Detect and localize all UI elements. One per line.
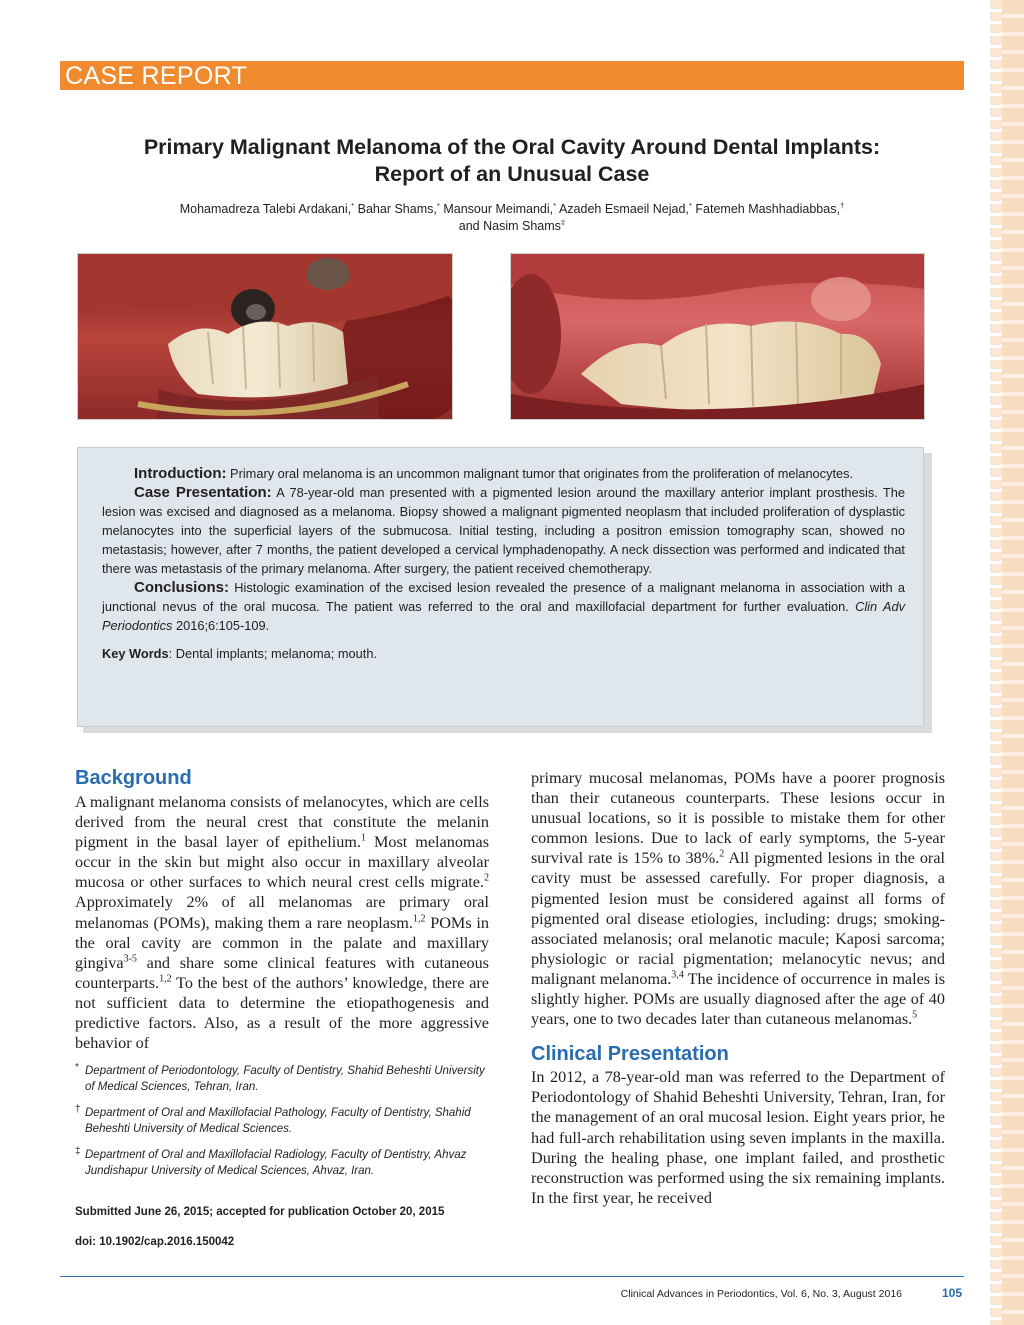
author-affil-mark: *: [553, 200, 557, 210]
reference-mark: 3-5: [123, 953, 137, 965]
abstract-heading: Conclusions:: [134, 579, 230, 596]
body-text: The incidence of occurrence in males is slightly higher. POMs are usually diagnosed after the age of 40 years, one to two decades later than cutaneous melanomas.: [531, 969, 945, 1029]
abstract-introduction: [102, 464, 905, 483]
footer-divider: [60, 1276, 964, 1277]
body-text: POMs in the oral cavity are common in the palate and maxillary gingiva: [75, 913, 489, 972]
author-affil-mark: ‡: [560, 217, 566, 227]
author: Mohamadreza Talebi Ardakani,: [179, 202, 352, 216]
reference-mark: 2: [483, 872, 489, 884]
article-title: [60, 134, 964, 188]
submission-dates: Submitted June 26, 2015; accepted for publication October 20, 2015: [75, 1206, 445, 1218]
footnote-text: Department of Oral and Maxillofacial Radiology, Faculty of Dentistry, Ahvaz Jundishapur University of Medical Sciences, Ahvaz, Iran.: [85, 1149, 467, 1177]
footnote-mark: *: [75, 1062, 79, 1073]
clinical-photo-left: [77, 253, 453, 420]
author-list: [60, 201, 964, 235]
author-affil-mark: *: [351, 200, 355, 210]
page-number: 105: [942, 1286, 963, 1300]
title-line-1: Primary Malignant Melanoma of the Oral Cavity Around Dental Implants:: [143, 135, 881, 159]
footnote: [75, 1147, 489, 1179]
body-text: Approximately 2% of all melanomas are primary oral melanomas (POMs), making them a rare neoplasm.: [75, 893, 489, 932]
author: Mansour Meimandi,: [439, 202, 554, 216]
body-text: Most melanomas occur in the skin but might also occur in maxillary alveolar mucosa or other surfaces to which neural crest cells migrate.: [75, 833, 490, 892]
title-line-2: Report of an Unusual Case: [374, 162, 650, 186]
doi-link[interactable]: doi: 10.1902/cap.2016.150042: [75, 1236, 235, 1248]
banner-label: CASE REPORT: [65, 62, 248, 90]
body-text: All pigmented lesions in the oral cavity must be assessed carefully. For proper diagnosis, a pigmented lesion must be considered against all forms of pigmented oral disease etiologies, including: drugs; smoking-associated melanosis; oral melanotic macule; Kaposi sarcoma; physiologic or racial pigmentation; melanocytic nevus; and malignant melanoma.: [531, 849, 945, 988]
background-paragraph: [75, 792, 489, 1053]
body-text: A malignant melanoma consists of melanocytes, which are cells derived from the neural crest that constitute the melanin pigment in the basal layer of epithelium.: [75, 793, 490, 852]
body-text: To the best of the authors’ knowledge, there are not sufficient data to determine the etiopathogenesis and predictive factors. Also, as a result of the more aggressive behavior of: [75, 973, 489, 1053]
author: and Nasim Shams: [458, 219, 561, 233]
affiliation-footnotes: [75, 1063, 489, 1189]
author: Bahar Shams,: [354, 202, 437, 216]
clinical-photo-right-image: [511, 254, 925, 420]
body-text: primary mucosal melanomas, POMs have a poorer prognosis than their cutaneous counterparts. These lesions occur in unusual locations, so it is possible to mistake them for other common lesions. Due to lack of early symptoms, the 5-year survival rate is 15% to 38%.: [531, 769, 945, 868]
footnote: [75, 1105, 489, 1137]
keywords-text: : Dental implants; melanoma; mouth.: [168, 646, 378, 661]
right-column: [531, 768, 945, 1208]
clinical-photo-left-image: [78, 254, 453, 420]
reference-mark: 2: [719, 848, 725, 860]
reference-mark: 1,2: [159, 973, 172, 985]
abstract-box: [77, 447, 924, 727]
abstract-heading: Introduction:: [134, 465, 227, 482]
section-banner: [60, 61, 964, 90]
author-affil-mark: *: [688, 200, 692, 210]
reference-mark: 5: [912, 1009, 918, 1021]
reference-mark: 3,4: [671, 969, 684, 981]
abstract-text: A 78-year-old man presented with a pigmented lesion around the maxillary anterior implant prosthesis. The lesion was excised and diagnosed as a melanoma. Biopsy showed a malignant pigmented neoplasm that included proliferation of dysplastic melanocytes into the superficial layers of the submucosa. Initial testing, including a positron emission tomography scan, showed no metastasis; however, after 7 months, the patient developed a cervical lymphadenopathy. A neck dissection was performed and indicated that there was metastasis of the primary melanoma. After surgery, the patient received chemotherapy.: [102, 485, 905, 576]
decorative-side-strip: [990, 0, 1024, 1325]
reference-mark: 1: [360, 832, 366, 844]
footnote-mark: †: [75, 1104, 81, 1115]
author-affil-mark: †: [839, 200, 845, 210]
footnote: [75, 1063, 489, 1095]
abstract-text: Histologic examination of the excised lesion revealed the presence of a malignant melanoma in association with a junctional nevus of the oral mucosa. The patient was referred to the oral and maxillofacial department for further evaluation.: [102, 580, 905, 614]
journal-citation: Clinical Advances in Periodontics, Vol. 6, No. 3, August 2016: [620, 1288, 902, 1300]
abstract-heading: Case Presentation:: [134, 484, 272, 501]
footnote-text: Department of Oral and Maxillofacial Pathology, Faculty of Dentistry, Shahid Beheshti University of Medical Sciences.: [85, 1107, 471, 1135]
footnote-mark: ‡: [75, 1146, 81, 1157]
clinical-photo-right: [510, 253, 925, 420]
section-heading-clinical-presentation: Clinical Presentation: [531, 1043, 729, 1066]
author-affil-mark: *: [436, 200, 440, 210]
citation-ref: 2016;6:105-109.: [172, 618, 270, 633]
abstract-conclusions: [102, 578, 905, 635]
clinical-paragraph: In 2012, a 78-year-old man was referred to the Department of Periodontology of Shahid Beheshti University, Tehran, Iran, for the management of an oral mucosal lesion. Eight years prior, he had full-arch rehabilitation using seven implants in the maxilla. During the healing phase, one implant failed, and prosthetic reconstruction was performed using the six remaining implants. In the first year, he received: [531, 1068, 945, 1207]
section-heading-background: Background: [75, 767, 192, 789]
keywords-heading: Key Words: [102, 646, 169, 661]
abstract-text: Primary oral melanoma is an uncommon malignant tumor that originates from the proliferation of melanocytes.: [226, 466, 854, 481]
background-continued-paragraph: [531, 768, 945, 1029]
author: Azadeh Esmaeil Nejad,: [556, 202, 689, 216]
reference-mark: 1,2: [412, 913, 426, 925]
footnote-text: Department of Periodontology, Faculty of Dentistry, Shahid Beheshti University of Medical Sciences, Tehran, Iran.: [85, 1065, 485, 1093]
keywords: [102, 644, 905, 663]
body-text: and share some clinical features with cutaneous counterparts.: [75, 953, 489, 992]
citation-journal: Clin Adv Periodontics: [102, 599, 905, 633]
left-column: [75, 765, 489, 1053]
abstract-case-presentation: [102, 483, 905, 578]
author: Fatemeh Mashhadiabbas,: [691, 202, 840, 216]
